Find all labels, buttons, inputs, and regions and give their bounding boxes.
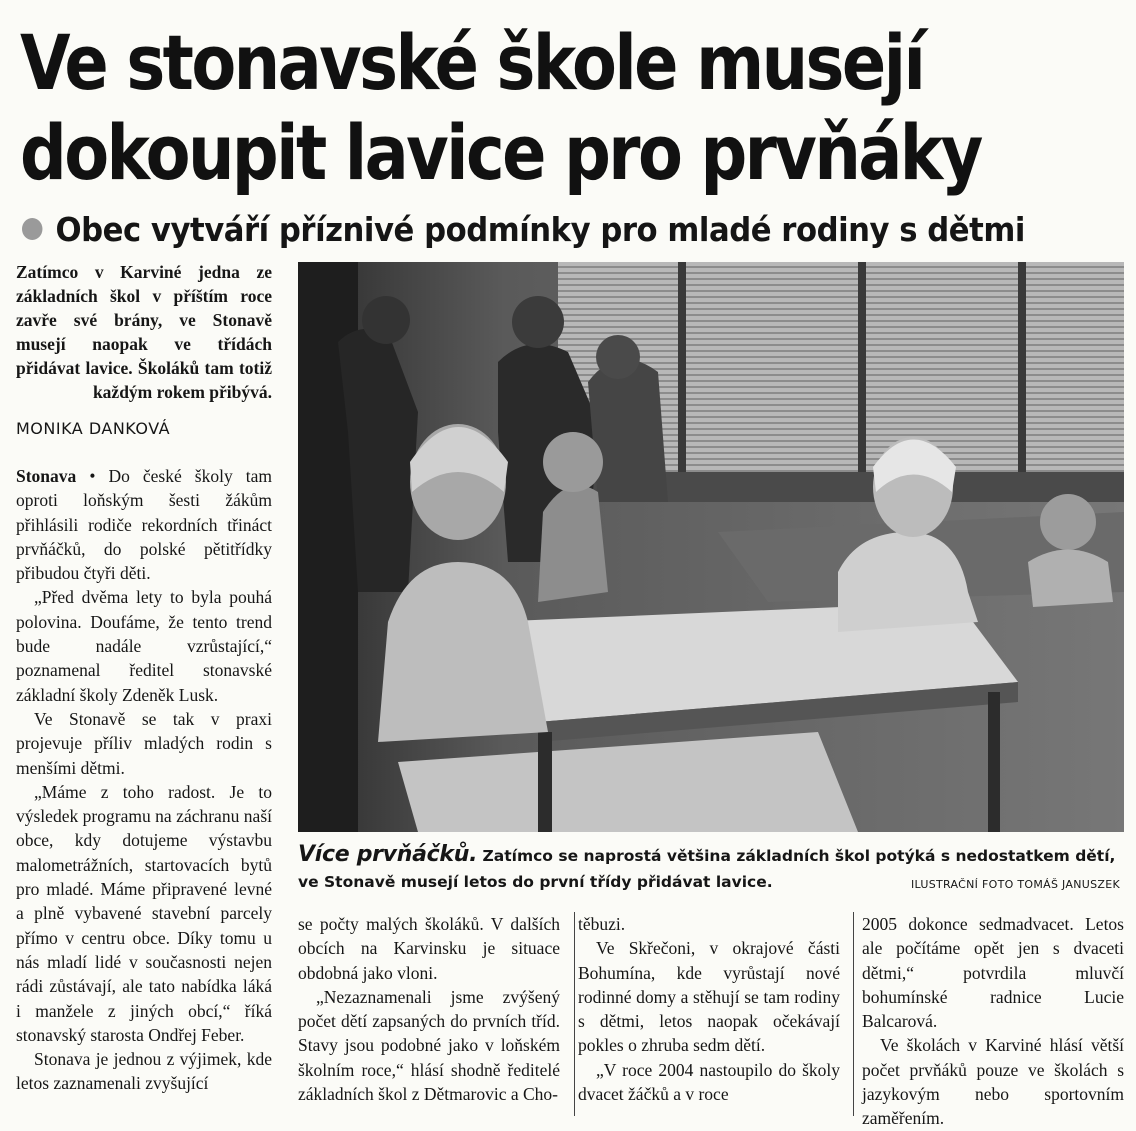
body-paragraph: Ve Skřečoni, v okrajové části Bohumína, kde vyrůstají nové rodinné domy a stěhují se tam rodiny s dětmi, letos naopak očekávají pokles o zhruba sedm dětí. [578,938,840,1056]
body-paragraph: „Před dvěma lety to byla pouhá polovina. Doufáme, že tento trend bude nadále vzrůstající,“ poznamenal ředitel stonavské základní školy Zdeněk Lusk. [16,587,272,705]
subheadline-text: Obec vytváří příznivé podmínky pro mladé rodiny s dětmi [55,210,1025,249]
body-paragraph: „Máme z toho radost. Je to výsledek programu na záchranu naší obce, kdy dotujeme výstavbu malometrážních, startovacích bytů pro mladé. Máme připravené levné a plně vybavené stavební parcely přímo v centru obce. Díky tomu u nás mladí lidé v současnosti nejen rádi zůstávají, ale tato nabídka láká i manžele z jiných obcí,“ říká stonavský starosta Ondřej Feber. [16,781,272,1045]
caption-text: Zatímco se naprostá většina základních škol potýká s nedostatkem dětí, ve Stonavě musejí letos do první třídy přidávat lavice. [298,847,1116,891]
body-paragraph: 2005 dokonce sedmadvacet. Letos ale počítáme opět jen s dvaceti dětmi,“ potvrdila mluvčí bohumínské radnice Lucie Balcarová. [862,914,1124,1032]
body-paragraph: „Nezaznamenali jsme zvýšený počet dětí zapsaných do prvních tříd. Stavy jsou podobné jako v loňském školním roce,“ hlásí shodně ředitelé základních škol z Dětmarovic a Cho- [298,986,560,1105]
headline-line-1: Ve stonavské škole musejí [20,18,924,107]
body-paragraph: Ve školách v Karviné hlásí větší počet prvňáků pouze ve školách s jazykovým nebo sportovním zaměřením. [862,1035,1124,1129]
bullet-icon [22,218,42,240]
body-paragraph: těbuzi. [578,914,626,934]
article-headline [20,18,981,198]
body-column-2 [298,912,560,1106]
article-lead: Zatímco v Karviné jedna ze základních škol v příštím roce zavře své brány, ve Stonavě musejí naopak ve třídách přidávat lavice. Školáků tam totiž každým rokem přibývá. [16,262,272,402]
body-paragraph: Ve Stonavě se tak v praxi projevuje příliv mladých rodin s menšími dětmi. [16,708,272,778]
dateline: Stonava [16,466,77,486]
column-divider [853,912,854,1116]
column-divider [574,912,575,1116]
body-column-4 [862,912,1124,1131]
article-photo [298,262,1124,832]
body-column-3 [578,912,840,1106]
dateline-separator: • [76,466,109,486]
body-column-1 [16,464,272,1096]
author-byline: MONIKA DANKOVÁ [16,419,171,438]
article-subheadline [22,208,1025,252]
photo-credit: ILUSTRAČNÍ FOTO TOMÁŠ JANUSZEK [910,878,1120,891]
body-paragraph: Stonava • Do české školy tam oproti loňským šesti žákům přihlásili rodiče rekordních třináct prvňáčků, do polské pětitřídky přibudou čtyři děti. [16,466,272,584]
headline-line-2: dokoupit lavice pro prvňáky [20,108,981,197]
caption-title: Více prvňáčků. [298,842,478,867]
body-paragraph: „V roce 2004 nastoupilo do školy dvacet žáčků a v roce [578,1059,840,1105]
classroom-photo-illustration [298,262,1124,832]
body-paragraph: Stonava je jednou z výjimek, kde letos zaznamenali zvyšující [16,1049,272,1094]
body-paragraph: se počty malých školáků. V dalších obcích na Karvinsku je situace obdobná jako vloni. [298,914,560,983]
